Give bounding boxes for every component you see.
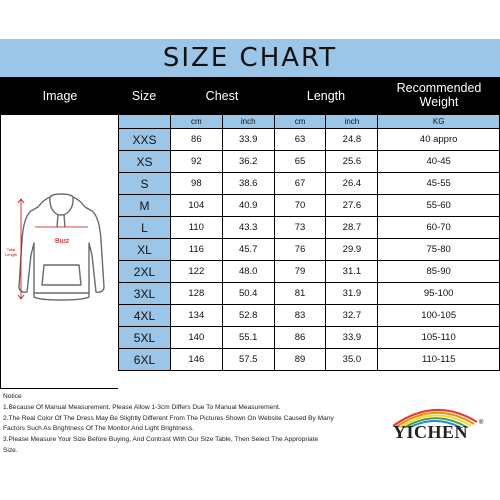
chest-inch-cell: 45.7 bbox=[222, 239, 274, 261]
chest-inch-cell: 57.5 bbox=[222, 349, 274, 371]
length-inch-cell: 27.6 bbox=[326, 195, 378, 217]
notice-line: 1.Because Of Manual Measurement, Please Allow 1-3cm Differs Due To Manual Measurement. bbox=[3, 403, 281, 411]
length-inch-cell: 35.0 bbox=[326, 349, 378, 371]
table-row bbox=[119, 129, 500, 151]
header-weight bbox=[378, 81, 500, 109]
weight-cell: 40 appro bbox=[378, 129, 500, 151]
size-cell: XS bbox=[119, 151, 171, 173]
unit-length-cm: cm bbox=[274, 115, 326, 129]
size-table bbox=[118, 114, 500, 371]
size-cell: 2XL bbox=[119, 261, 171, 283]
chest-inch-cell: 52.8 bbox=[222, 305, 274, 327]
weight-cell: 75-80 bbox=[378, 239, 500, 261]
brand-logo bbox=[385, 400, 495, 460]
length-inch-cell: 25.6 bbox=[326, 151, 378, 173]
length-inch-cell: 31.9 bbox=[326, 283, 378, 305]
weight-cell: 95-100 bbox=[378, 283, 500, 305]
notice-line: Size. bbox=[3, 446, 18, 454]
size-cell: 5XL bbox=[119, 327, 171, 349]
chest-inch-cell: 48.0 bbox=[222, 261, 274, 283]
size-cell: 3XL bbox=[119, 283, 171, 305]
weight-cell: 60-70 bbox=[378, 217, 500, 239]
header-weight-line2: Weight bbox=[419, 95, 459, 109]
chest-inch-cell: 36.2 bbox=[222, 151, 274, 173]
length-cm-cell: 70 bbox=[274, 195, 326, 217]
size-cell: XXS bbox=[119, 129, 171, 151]
length-label-line1: Total bbox=[6, 247, 16, 252]
length-cm-cell: 73 bbox=[274, 217, 326, 239]
chest-inch-cell: 55.1 bbox=[222, 327, 274, 349]
chest-inch-cell: 50.4 bbox=[222, 283, 274, 305]
chest-inch-cell: 43.3 bbox=[222, 217, 274, 239]
length-cm-cell: 81 bbox=[274, 283, 326, 305]
chest-cm-cell: 140 bbox=[170, 327, 222, 349]
length-cm-cell: 89 bbox=[274, 349, 326, 371]
chest-cm-cell: 104 bbox=[170, 195, 222, 217]
length-cm-cell: 65 bbox=[274, 151, 326, 173]
chest-inch-cell: 33.9 bbox=[222, 129, 274, 151]
chest-cm-cell: 122 bbox=[170, 261, 222, 283]
chest-inch-cell: 38.6 bbox=[222, 173, 274, 195]
size-cell: L bbox=[119, 217, 171, 239]
bust-label: Bust bbox=[54, 238, 70, 245]
length-inch-cell: 28.7 bbox=[326, 217, 378, 239]
weight-cell: 85-90 bbox=[378, 261, 500, 283]
length-inch-cell: 31.1 bbox=[326, 261, 378, 283]
length-inch-cell: 32.7 bbox=[326, 305, 378, 327]
weight-cell: 105-110 bbox=[378, 327, 500, 349]
hoodie-image-cell bbox=[0, 114, 118, 389]
header-length: Length bbox=[306, 89, 346, 103]
unit-weight: KG bbox=[378, 115, 500, 129]
table-row bbox=[119, 173, 500, 195]
weight-cell: 55-60 bbox=[378, 195, 500, 217]
notice-block bbox=[3, 392, 383, 457]
chest-cm-cell: 92 bbox=[170, 151, 222, 173]
title-band bbox=[0, 39, 500, 77]
chest-cm-cell: 98 bbox=[170, 173, 222, 195]
length-inch-cell: 29.9 bbox=[326, 239, 378, 261]
unit-blank bbox=[119, 115, 171, 129]
table-row bbox=[119, 195, 500, 217]
chest-inch-cell: 40.9 bbox=[222, 195, 274, 217]
length-cm-cell: 67 bbox=[274, 173, 326, 195]
unit-chest-inch: inch bbox=[222, 115, 274, 129]
table-row bbox=[119, 151, 500, 173]
length-cm-cell: 83 bbox=[274, 305, 326, 327]
table-row bbox=[119, 283, 500, 305]
table-row bbox=[119, 261, 500, 283]
header-image: Image bbox=[42, 89, 78, 103]
table-row bbox=[119, 217, 500, 239]
header-weight-line1: Recommended bbox=[396, 81, 482, 95]
notice-line: Factors Such As Brightness Of The Monitor And Light Brightness. bbox=[3, 425, 194, 433]
size-cell: 4XL bbox=[119, 305, 171, 327]
notice-line: 2.The Real Color Of The Dress May Be Slightly Different From The Pictures Shown On Website Caused By Many bbox=[3, 414, 334, 422]
size-cell: 6XL bbox=[119, 349, 171, 371]
hoodie-illustration-icon bbox=[1, 115, 117, 388]
notice-line: 3.Please Measure Your Size Before Buying, And Contrast With Our Size Table, Then Select The Appropriate bbox=[3, 436, 319, 444]
table-row bbox=[119, 239, 500, 261]
length-cm-cell: 86 bbox=[274, 327, 326, 349]
size-cell: XL bbox=[119, 239, 171, 261]
length-label-line2: Length bbox=[4, 252, 18, 257]
chest-cm-cell: 116 bbox=[170, 239, 222, 261]
table-row bbox=[119, 327, 500, 349]
brand-registered-mark: ® bbox=[479, 420, 484, 426]
notice-heading: Notice bbox=[3, 393, 22, 400]
weight-cell: 100-105 bbox=[378, 305, 500, 327]
weight-cell: 40-45 bbox=[378, 151, 500, 173]
length-inch-cell: 26.4 bbox=[326, 173, 378, 195]
weight-cell: 110-115 bbox=[378, 349, 500, 371]
chest-cm-cell: 134 bbox=[170, 305, 222, 327]
table-header bbox=[0, 77, 500, 114]
chest-cm-cell: 110 bbox=[170, 217, 222, 239]
chest-cm-cell: 86 bbox=[170, 129, 222, 151]
header-chest: Chest bbox=[205, 89, 239, 103]
unit-chest-cm: cm bbox=[170, 115, 222, 129]
weight-cell: 45-55 bbox=[378, 173, 500, 195]
length-inch-cell: 24.8 bbox=[326, 129, 378, 151]
table-row bbox=[119, 349, 500, 371]
length-inch-cell: 33.9 bbox=[326, 327, 378, 349]
page-title: SIZE CHART bbox=[162, 43, 338, 73]
length-cm-cell: 63 bbox=[274, 129, 326, 151]
size-cell: M bbox=[119, 195, 171, 217]
units-row bbox=[119, 115, 500, 129]
header-size: Size bbox=[131, 89, 157, 103]
size-cell: S bbox=[119, 173, 171, 195]
length-cm-cell: 79 bbox=[274, 261, 326, 283]
unit-length-inch: inch bbox=[326, 115, 378, 129]
length-cm-cell: 76 bbox=[274, 239, 326, 261]
table-row bbox=[119, 305, 500, 327]
chest-cm-cell: 146 bbox=[170, 349, 222, 371]
brand-name: YICHEN bbox=[393, 422, 469, 442]
chest-cm-cell: 128 bbox=[170, 283, 222, 305]
